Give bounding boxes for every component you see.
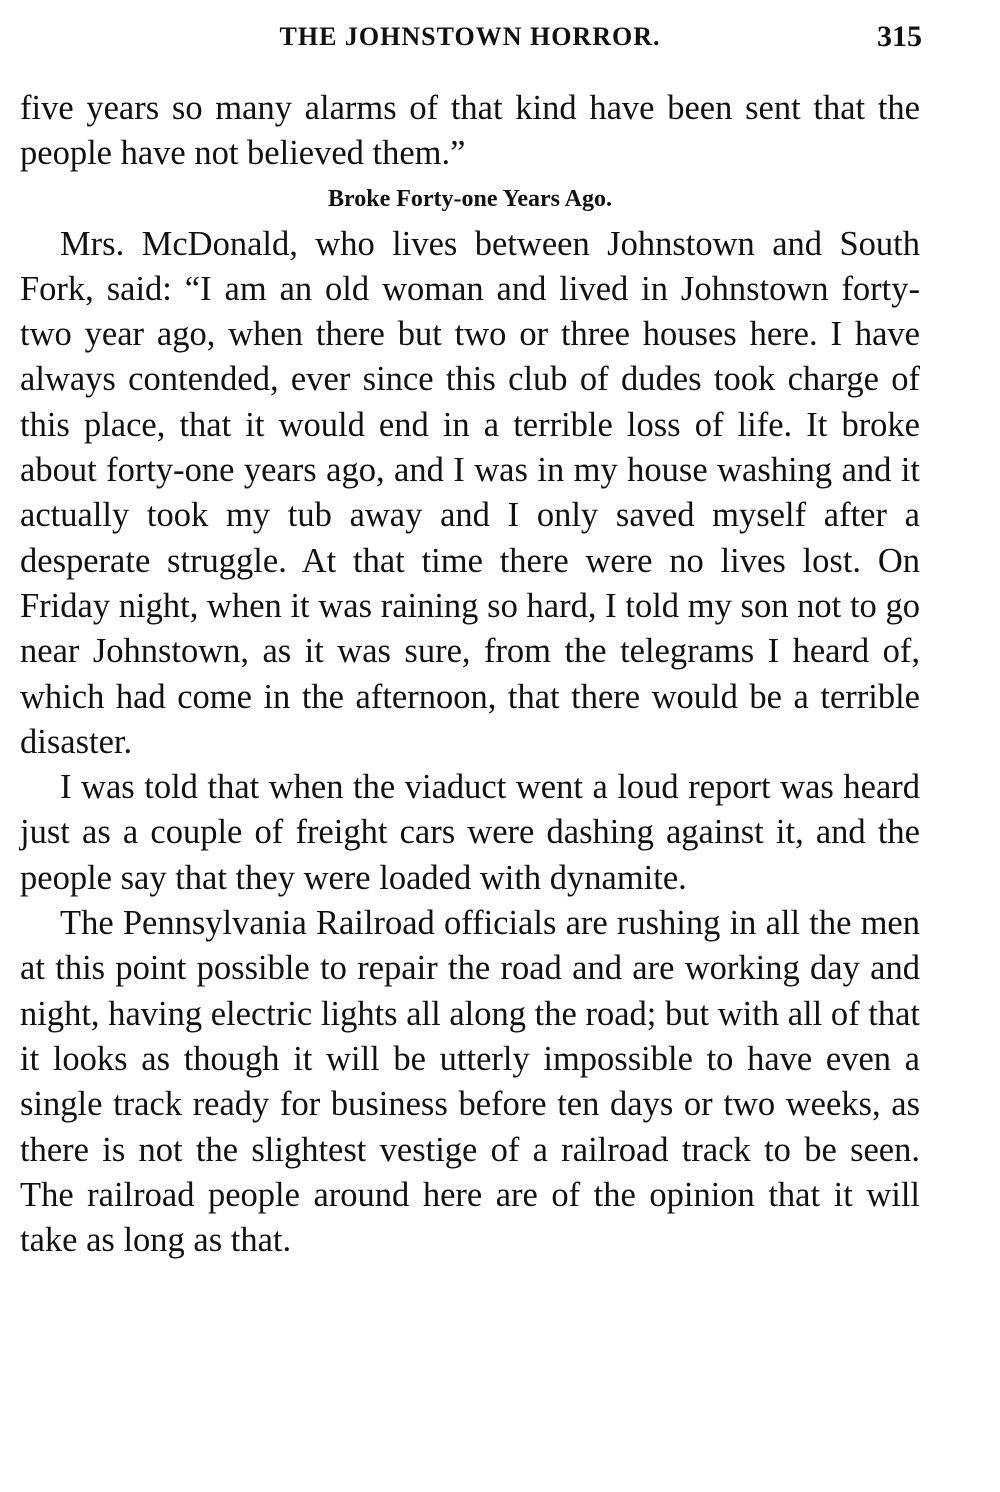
running-head: [20, 20, 920, 60]
paragraph-viaduct: I was told that when the viaduct went a loud report was heard just as a couple of freight cars were dashing against it, and the people say that they were loaded with dynamite.: [20, 768, 920, 897]
paragraph-continued: five years so many alarms of that kind have been sent that the people have not believed them.”: [20, 89, 920, 173]
page-number: 315: [877, 20, 922, 53]
paragraph-mcdonald: Mrs. McDonald, who lives between Johnstown and South Fork, said: “I am an old woman and lived in Johnstown forty-two year ago, when there but two or three houses here. I have always contended, ever since this club of dudes took charge of this place, that it would end in a terrible loss of life. It broke about forty-one years ago, and I was in my house washing and it actually took my tub away and I only saved myself after a desperate struggle. At that time there were no lives lost. On Friday night, when it was raining so hard, I told my son not to go near Johnstown, as it was sure, from the telegrams I heard of, which had come in the afternoon, that there would be a terrible disaster.: [20, 224, 920, 761]
body-text: [20, 86, 920, 1263]
running-title: THE JOHNSTOWN HORROR.: [279, 22, 661, 51]
section-subheading: Broke Forty-one Years Ago.: [328, 185, 612, 212]
paragraph-railroad: The Pennsylvania Railroad officials are rushing in all the men at this point possible to repair the road and are working day and night, having electric lights all along the road; but with all of that it looks as though it will be utterly impossible to have even a single track ready for business before ten days or two weeks, as there is not the slightest vestige of a railroad track to be seen. The railroad people around here are of the opinion that it will take as long as that.: [20, 904, 920, 1260]
